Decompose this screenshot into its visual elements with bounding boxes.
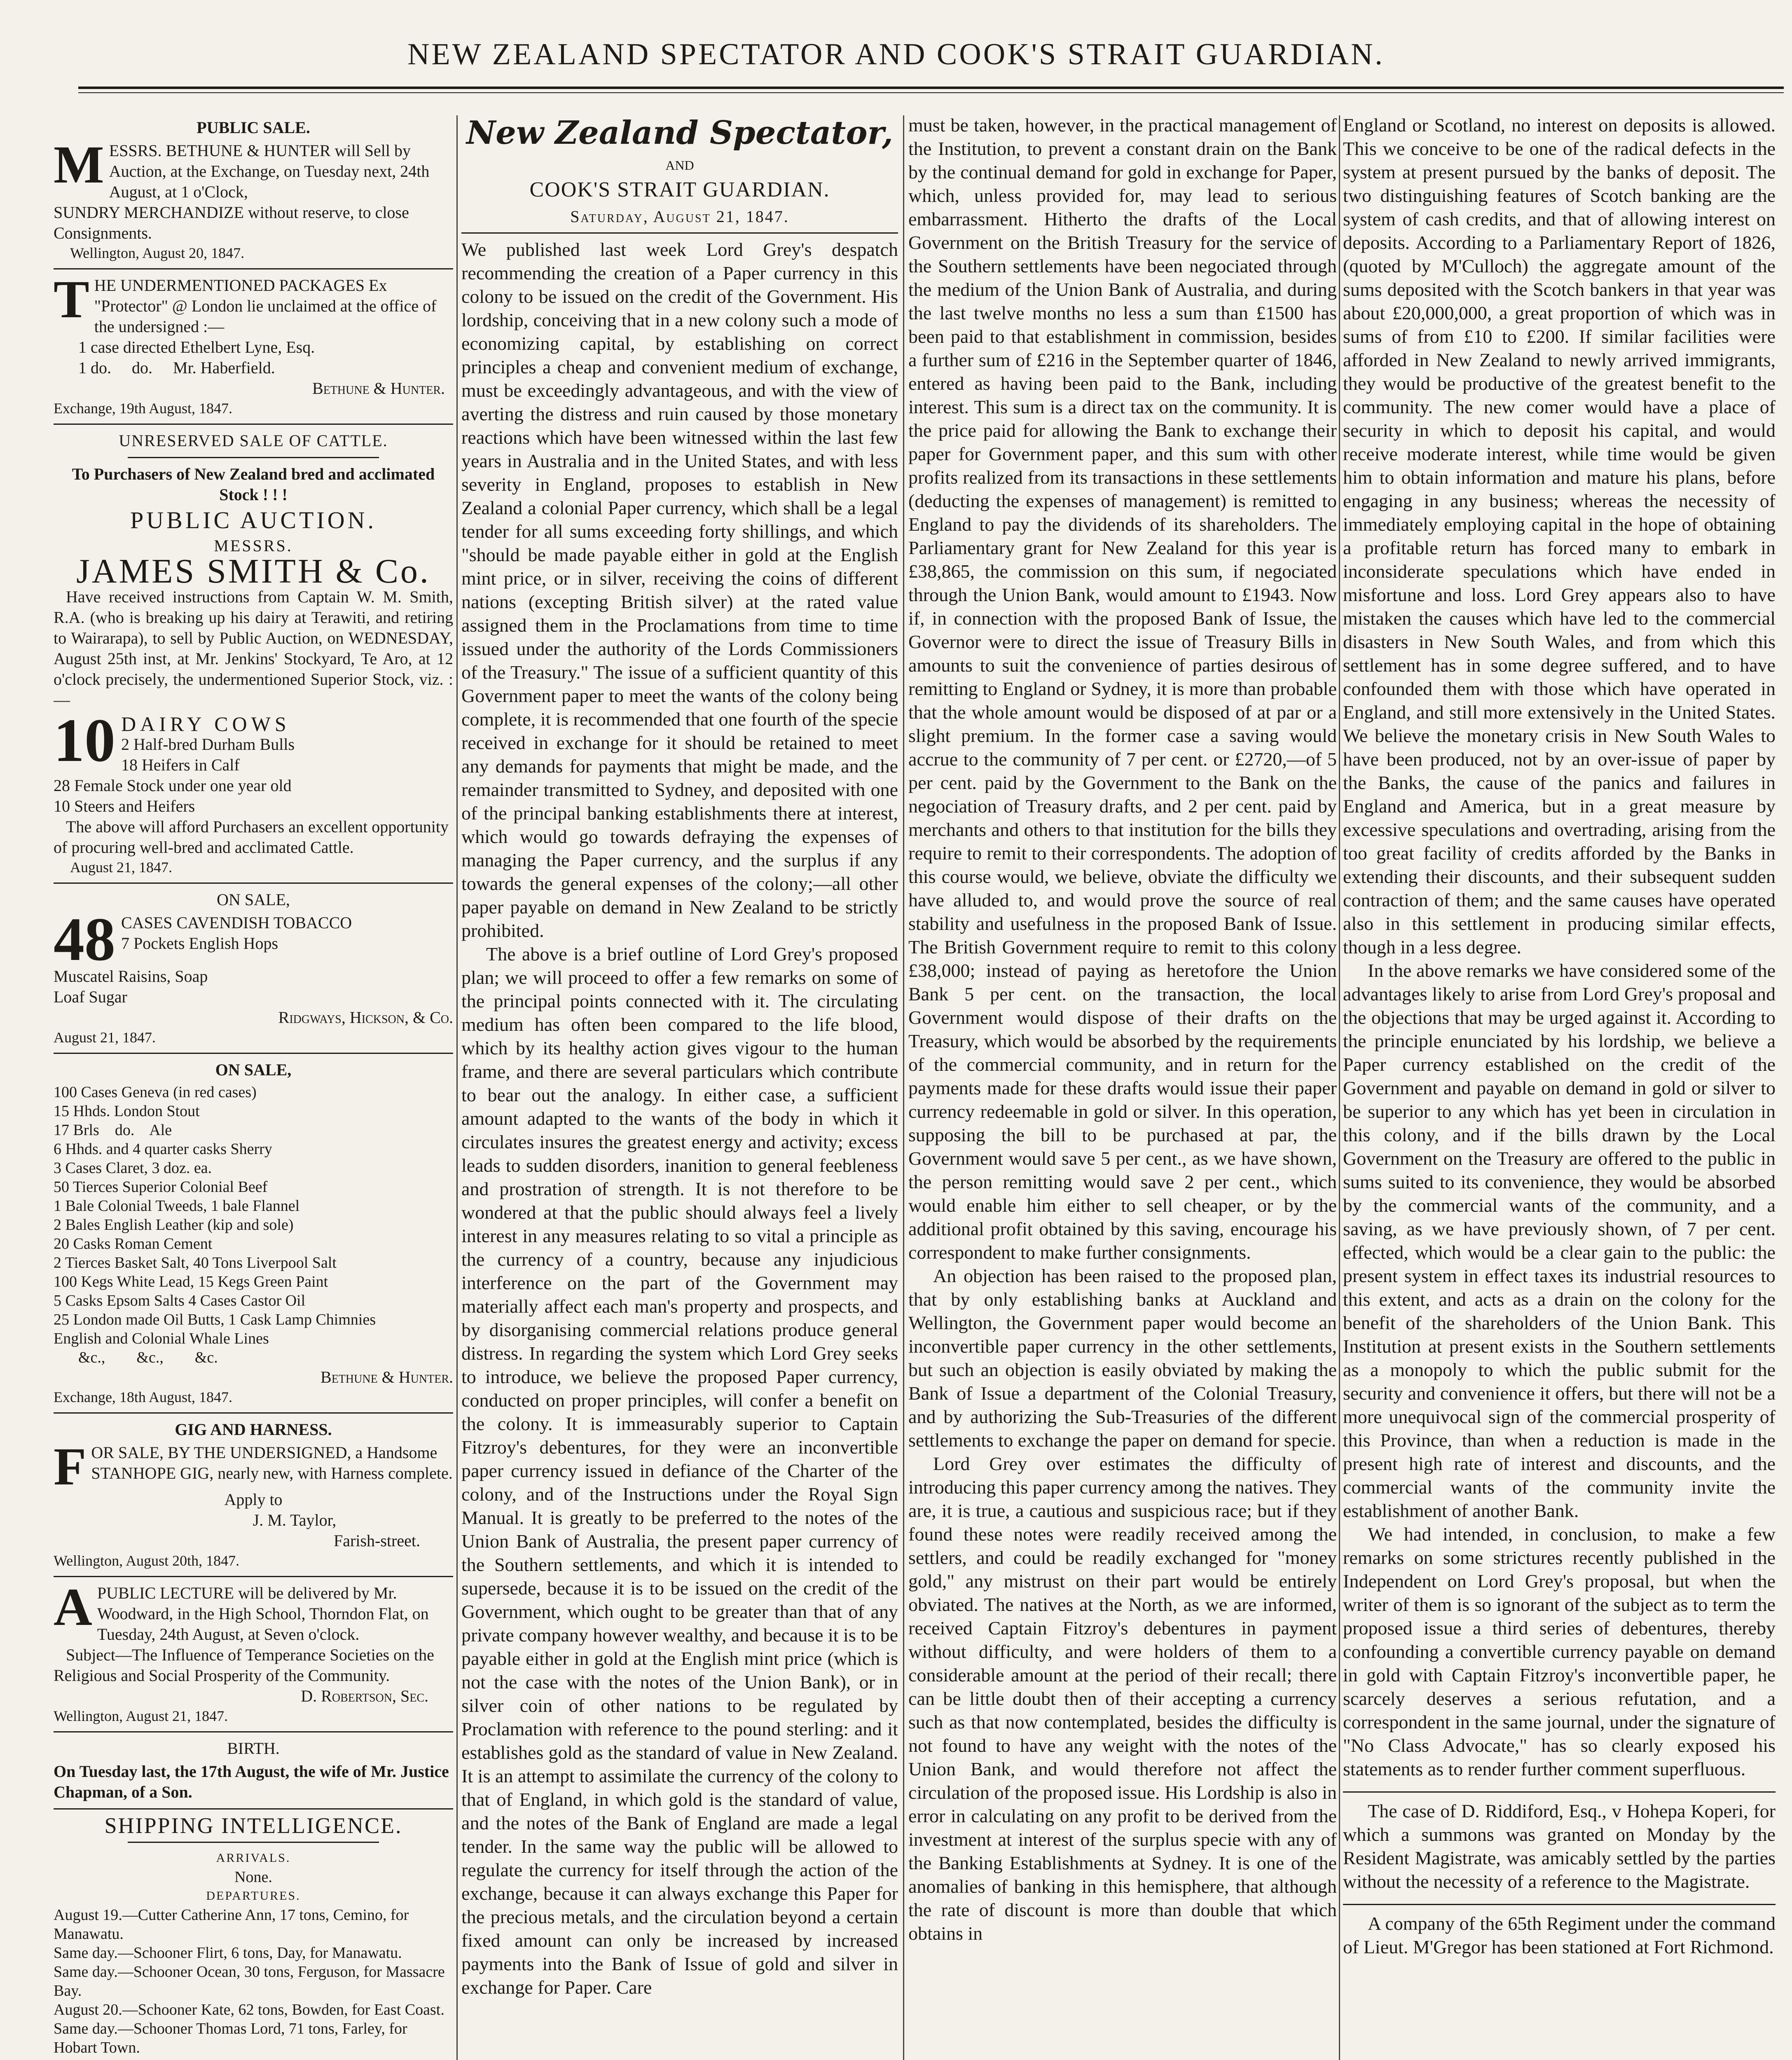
public-sale-date: Wellington, August 20, 1847.: [70, 245, 245, 261]
cattle-closing: The above will afford Purchasers an excellent opportunity of procuring well-bred and acclimated Cattle.: [54, 817, 449, 857]
masthead-rule-thick: [78, 87, 1784, 89]
editorial-paragraph: Lord Grey over estimates the difficulty of introducing this paper currency among the natives. They are, it is true, a cautious and suspicious race; but if they found these notes were readily received among the settlers, and could be readily exchanged for "money gold," any mistrust on their part would be entirely obviated. The natives at the North, as we are informed, received Captain Fitzroy's debentures in payment without difficulty, and were holders of them to a considerable amount at the period of their recall; there can be little doubt then of their accepting a currency such as that now contemplated, besides the difficulty is not found to have any weight with the notes of the Union Bank, and would therefore not affect the circulation of the proposed issue. His Lordship is also in error in calculating on any profit to be derived from the investment at interest of the surplus specie with any of the Banking Establishments at Sydney. It is one of the anomalies of banking in this hemisphere, that although the rate of discount is more than double that which obtains in: [908, 1453, 1337, 1944]
column-divider: [903, 115, 904, 2060]
gig-heading: GIG AND HARNESS.: [175, 1420, 332, 1439]
paper-title: New Zealand Spectator,: [466, 114, 894, 152]
birth-heading: BIRTH.: [227, 1739, 280, 1758]
editorial-paragraph: must be taken, however, in the practical management of the Institution, to prevent a constant drain on the Bank by the continual demand for gold in exchange for Paper, which, unless provided for, may lead to serious embarrassment. Hitherto the drafts of the Local Government on the British Treasury for the service of the Southern settlements have been negociated through the medium of the Union Bank of Australia, and during the last twelve months no less a sum than £1500 has been paid to that establishment in commission, besides a further sum of £216 in the September quarter of 1846, entered as having been paid to the Bank, including interest. This sum is a direct tax on the community. It is the price paid for allowing the Bank to exchange their paper for Government paper, and this sum with other profits realized from its transactions in these settlements (deducting the expenses of management) is remitted to England to pay the dividends of its shareholders. The Parliamentary grant for New Zealand for this year is £38,865, the commission on this sum, if negociated through the Union Bank, would amount to £1943. Now if, in connection with the proposed Bank of Issue, the Governor were to direct the issue of Treasury Bills in amounts to suit the convenience of parties desirous of remitting to England or Sydney, it is more than probable that the whole amount would be disposed of at par or a slight premium. In the former case a saving would accrue to the community of 7 per cent. or £2720,—of 5 per cent. paid by the Government to the Bank on the negociation of Treasury drafts, and 2 per cent. paid by merchants and others to that institution for the bills they require to remit to their correspondents. The adoption of this course would, we believe, obviate the difficulty we have alluded to, and would prove the source of real stability and usefulness in the proposed Bank of Issue. The British Government require to remit to this colony £38,000; instead of paying as heretofore the Union Bank 5 per cent. on the transaction, the local Government would dispose of their drafts on the Treasury, which would be absorbed by the requirements of the commercial community, and in return for the payments made for these drafts would issue their paper currency redeemable in gold or silver. In this operation, supposing the bill to be purchased at par, the Government would save 5 per cent., as we have shown, the person remitting would save 2 per cent., which would enable him either to sell cheaper, or by the additional profit obtained by this saving, encourage his correspondent to make further consignments.: [908, 115, 1337, 1263]
tobacco-signature: Ridgways, Hickson, & Co.: [278, 1008, 453, 1027]
editorial-paragraph: In the above remarks we have considered some of the advantages likely to arise from Lord Grey's proposal and the objections that may be urged against it. According to the principle enunciated by his lordship, we believe a Paper currency established on the credit of the Government and payable on demand in gold or silver to be superior to any which has yet been in circulation in this colony, and if the bills drawn by the Local Government on the Treasury are offered to the public in sums suited to its convenience, they would be absorbed by the commercial wants of the community, and a saving, as we have previously shown, of 7 per cent. effected, which would be a clear gain to the public: the present system in effect taxes its industrial resources to this extent, and acts as a drain on the colony for the benefit of the shareholders of the Union Bank. This Institution at present exists in the Southern settlements as a monopoly to which the public submit for the security and convenience it offers, but there will not be a more unequivocal sign of the commercial prosperity of this Province, than when a reduction is made in the present high rate of interest and discounts, and the commercial wants of the community invite the establishment of another Bank.: [1343, 960, 1776, 1521]
gig-signature: J. M. Taylor,: [253, 1511, 337, 1529]
cattle-list: 10 DAIRY COWS 2 Half-bred Durham Bulls 18 Heifers in Calf 28 Female Stock under one year old 10 Steers and Heifers: [54, 706, 295, 815]
shipping-intelligence: ARRIVALS. None. DEPARTURES. August 19.—Cutter Catherine Ann, 17 tons, Cemino, for Manawatu. Same day.—Schooner Flirt, 6 tons, Day, for Manawatu. Same day.—Schooner Ocean, 30 tons, Ferguson, for Massacre Bay. August 20.—Schooner Kate, 62 tons, Bowden, for East Coast. Same day.—Schooner Thomas Lord, 71 tons, Farley, for Hobart Town.: [54, 1849, 453, 2060]
divider: [54, 883, 453, 884]
cattle-firm: JAMES SMITH & Co.: [76, 552, 430, 590]
shipping-heading: SHIPPING INTELLIGENCE.: [104, 1813, 402, 1838]
divider: [128, 457, 379, 458]
paper-subtitle: COOK'S STRAIT GUARDIAN.: [529, 178, 830, 201]
column-divider: [456, 115, 458, 2060]
public-sale-heading: PUBLIC SALE.: [197, 118, 310, 137]
cattle-heading: UNRESERVED SALE OF CATTLE.: [119, 431, 388, 450]
birth-notice: On Tuesday last, the 17th August, the wife of Mr. Justice Chapman, of a Son.: [54, 1762, 449, 1801]
public-sale-line: SUNDRY MERCHANDIZE without reserve, to close Consignments.: [54, 203, 409, 242]
packages-ad: THE UNDERMENTIONED PACKAGES Ex "Protector" @ London lie unclaimed at the office of the undersigned :—: [54, 270, 437, 336]
packages-date: Exchange, 19th August, 1847.: [54, 400, 232, 417]
cattle-auction: PUBLIC AUCTION.: [130, 507, 377, 534]
editorial-paragraph: England or Scotland, no interest on deposits is allowed. This we conceive to be one of the radical defects in the system at present pursued by the banks of deposit. The two distinguishing features of Scotch banking are the system of cash credits, and that of allowing interest on deposits. According to a Parliamentary Report of 1826, (quoted by M'Culloch) the aggregate amount of the sums deposited with the Scotch bankers in that year was about £20,000,000, a great proportion of which was in sums of from £10 to £200. If similar facilities were afforded in New Zealand to newly arrived immigrants, they would be productive of the greatest benefit to the community. The new comer would have a place of security in which to deposit his capital, and would receive moderate interest, while time would be given him to obtain information and mature his plans, before engaging in any business; whereas the necessity of immediately employing capital in the hope of obtaining a profitable return has forced many to embark in inconsiderate speculations which have ended in misfortune and loss. Lord Grey appears also to have mistaken the causes which have led to the commercial disasters in New South Wales, and from which this settlement has in some degree suffered, and to have confounded them with those which have operated in England, and still more extensively in the United States. We believe the monetary crisis in New South Wales to have been produced, not by an over-issue of paper by the Banks, the cause of the panics and failures in England and America, but in a great measure by excessive speculations and overtrading, arising from the too great facility of credits afforded by the Banks in extending their discounts, and their subsequent sudden contraction of them; and the same causes have operated also in this settlement in producing similar effects, though in a less degree.: [1343, 115, 1776, 957]
gig-date: Wellington, August 20th, 1847.: [54, 1552, 240, 1569]
cattle-messrs: MESSRS.: [214, 536, 293, 555]
shipping-entry: Same day.—Schooner Ocean, 30 tons, Ferguson, for Massacre Bay.: [54, 1963, 445, 1999]
issue-date: Saturday, August 21, 1847.: [570, 207, 789, 226]
tobacco-date: August 21, 1847.: [54, 1029, 156, 1046]
shipping-entry: Same day.—Schooner Thomas Lord, 71 tons, Farley, for Hobart Town.: [54, 2020, 407, 2056]
packages-item: 1 case directed Ethelbert Lyne, Esq.: [78, 338, 315, 356]
divider: [54, 1808, 453, 1810]
masthead-rule-thin: [78, 92, 1784, 93]
masthead: NEW ZEALAND SPECTATOR AND COOK'S STRAIT GUARDIAN.: [407, 37, 1385, 71]
editorial-column-1: [461, 113, 898, 2060]
regiment-notice: A company of the 65th Regiment under the command of Lieut. M'Gregor has been stationed at Fort Richmond.: [1343, 1913, 1776, 1957]
packages-signature: Bethune & Hunter.: [312, 379, 445, 398]
lecture-subject: Subject—The Influence of Temperance Societies on the Religious and Social Prosperity of the Community.: [54, 1646, 434, 1685]
divider: [461, 232, 898, 234]
editorial-paragraph: The above is a brief outline of Lord Grey's proposed plan; we will proceed to offer a few remarks on some of the principal points connected with it. The circulating medium has often been compared to the life blood, which by its healthy action gives vigour to the human frame, and there are several particulars which contribute to bear out the analogy. In either case, a sufficient amount adapted to the wants of the body in which it circulates insures the greatest energy and activity; excess leads to sudden disorders, inanition to general feebleness and prostration of strength. It is not therefore to be wondered at that the public should always feel a lively interest in any measures relating to so vital a principle as the currency of a country, because any injudicious interference on the part of the Government may materially affect each man's property and prospects, and by disorganising commercial relations produce general distress. In regarding the system which Lord Grey seeks to introduce, we believe the proposed Paper currency, conducted on proper principles, will confer a benefit on the colony. It is immeasurably superior to Captain Fitzroy's debentures, for they were an inconvertible paper currency issued in defiance of the Charter of the colony, and of the Instructions under the Royal Sign Manual. It is greatly to be preferred to the notes of the Union Bank of Australia, the present paper currency of the Southern settlements, and which it is intended to supersede, because it is to be issued on the credit of the Government, which ought to be greater than that of any private company however wealthy, and because it is to be payable either in gold at the English mint price (which is not the case with the notes of the Union Bank), or in silver coin of other nations to be regulated by Proclamation with reference to the pound sterling: and it establishes gold as the standard of value in New Zealand. It is an attempt to assimilate the currency of the colony to that of England, in which gold is the standard of value, and the notes of the Bank of England are made a legal tender. In the same way the public will be allowed to regulate the currency for itself through the action of the exchange, because it can always exchange this Paper for the precious metals, and the circulation beyond a certain fixed amount can only be increased by increased payments into the Bank of Issue of gold and silver in exchange for Paper. Care: [461, 943, 898, 1998]
divider: [54, 268, 453, 269]
paper-title-and: AND: [665, 158, 694, 173]
on-sale-heading: ON SALE,: [215, 1060, 292, 1079]
shipping-entry: August 20.—Schooner Kate, 62 tons, Bowden, for East Coast.: [54, 2001, 444, 2018]
court-notice: The case of D. Riddiford, Esq., v Hohepa Koperi, for which a summons was granted on Monday by the Resident Magistrate, was amicably settled by the parties without the necessity of a reference to the Magistrate.: [1343, 1800, 1776, 1892]
editorial-column-2: [908, 113, 1337, 2060]
divider: [1343, 1791, 1776, 1793]
column-divider: [1339, 115, 1340, 2060]
divider: [54, 1412, 453, 1414]
gig-address: Farish-street.: [334, 1531, 420, 1550]
editorial-column-3: [1343, 113, 1776, 2060]
editorial-paragraph: An objection has been raised to the proposed plan, that by only establishing banks at Auckland and Wellington, the Government paper would become an inconvertible paper currency in the other settlements, but such an objection is easily obviated by making the Bank of Issue a department of the Colonial Treasury, and by authorizing the Sub-Treasuries of the different settlements to exchange the paper on demand for specie.: [908, 1265, 1337, 1451]
divider: [54, 1731, 453, 1732]
divider: [54, 1053, 453, 1054]
divider: [1343, 1904, 1776, 1905]
shipping-entry: August 19.—Cutter Catherine Ann, 17 tons, Cemino, for Manawatu.: [54, 1906, 409, 1943]
cattle-sub: To Purchasers of New Zealand bred and acclimated Stock ! ! !: [72, 465, 435, 504]
editorial-paragraph: We had intended, in conclusion, to make a few remarks on some strictures recently published in the Independent on Lord Grey's proposal, but when the writer of them is so ignorant of the subject as to term the proposed issue a third series of debentures, thereby confounding a convertible currency payable on demand in gold with Captain Fitzroy's inconvertible paper, he scarcely deserves a serious refutation, and a correspondent in the same journal, under the signature of "No Class Advocate," has so clearly exposed his statements as to render further comment superfluous.: [1343, 1524, 1776, 1779]
lecture-date: Wellington, August 21, 1847.: [54, 1708, 228, 1724]
divider: [128, 1842, 379, 1843]
cattle-date: August 21, 1847.: [70, 859, 173, 876]
tobacco-ad: 48 CASES CAVENDISH TOBACCO 7 Pockets English Hops Muscatel Raisins, Soap Loaf Sugar: [54, 905, 352, 1006]
gig-ad: FOR SALE, BY THE UNDERSIGNED, a Handsome STANHOPE GIG, nearly new, with Harness complete.: [54, 1437, 453, 1496]
lecture-ad: APUBLIC LECTURE will be delivered by Mr. Woodward, in the High School, Thorndon Flat, on Tuesday, 24th August, at Seven o'clock.: [54, 1578, 429, 1643]
cattle-text: Have received instructions from Captain W. M. Smith, R.A. (who is breaking up his dairy at Terawiti, and retiring to Wairarapa), to sell by Public Auction, on WEDNESDAY, August 25th inst, at Mr. Jenkins' Stockyard, Te Aro, at 12 o'clock precisely, the undermentioned Superior Stock, viz. :—: [54, 588, 453, 709]
on-sale-heading: ON SALE,: [217, 890, 290, 909]
shipping-entry: Same day.—Schooner Flirt, 6 tons, Day, for Manawatu.: [54, 1944, 402, 1962]
editorial-paragraph: We published last week Lord Grey's despatch recommending the creation of a Paper currency in this colony to be issued on the credit of the Government. His lordship, conceiving that in a new colony such a mode of economizing capital, by establishing on correct principles a cheap and convenient medium of exchange, must be exceedingly advantageous, and with the view of averting the distress and ruin caused by those monetary reactions which have been witnessed within the last few years in Australia and in the United States, and with less severity in England, proposes to establish in New Zealand a colonial Paper currency, which shall be a legal tender for all sums exceeding forty shillings, and which "should be made payable either in gold at the English mint price, or in silver, receiving the coins of different nations (excepting British silver) at the rated value assigned them in the Proclamations from time to time issued under the authority of the Lords Commissioners of the Treasury." The issue of a sufficient quantity of this Government paper to meet the wants of the colony being complete, it is recommended that one fourth of the specie received in exchange for it should be retained to meet any demands for payments that might be made, and the remainder transmitted to Sydney, and deposited with one of the principal banking establishments there at interest, which would go towards defraying the expenses of managing the Paper currency, and the surplus if any towards the general expenses of the colony;—all other paper payable on demand in New Zealand to be strictly prohibited.: [461, 239, 898, 941]
divider: [54, 424, 453, 425]
goods-signature: Bethune & Hunter.: [321, 1368, 453, 1386]
gig-apply: Apply to: [224, 1490, 283, 1509]
packages-item: 1 do. do. Mr. Haberfield.: [78, 358, 275, 377]
divider: [54, 1576, 453, 1577]
goods-list: 100 Cases Geneva (in red cases) 15 Hhds. London Stout 17 Brls do. Ale 6 Hhds. and 4 quarter casks Sherry 3 Cases Claret, 3 doz. ea. 50 Tierces Superior Colonial Beef 1 Bale Colonial Tweeds, 1 bale Flannel 2 Bales English Leather (kip and sole) 20 Casks Roman Cement 2 Tierces Basket Salt, 40 Tons Liverpool Salt 100 Kegs White Lead, 15 Kegs Green Paint 5 Casks Epsom Salts 4 Cases Castor Oil 25 London made Oil Butts, 1 Cask Lamp Chimnies English and Colonial Whale Lines &c., &c., &c.: [54, 1084, 376, 1366]
goods-date: Exchange, 18th August, 1847.: [54, 1389, 232, 1405]
lecture-signature: D. Robertson, Sec.: [301, 1687, 428, 1705]
public-sale-ad: MESSRS. BETHUNE & HUNTER will Sell by Auction, at the Exchange, on Tuesday next, 24th August, at 1 o'Clock,: [54, 135, 430, 201]
advertisements-column: [54, 113, 453, 2060]
